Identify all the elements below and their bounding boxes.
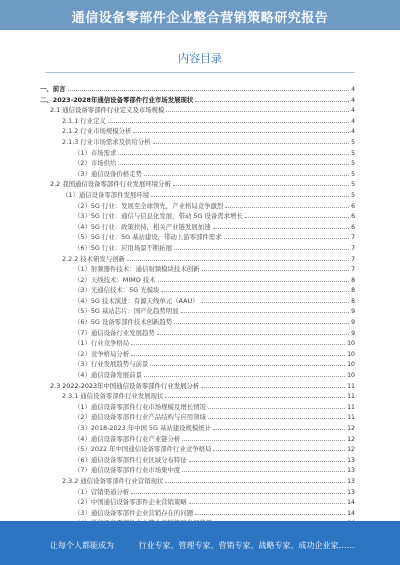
toc-entry-text: （3）通信设备价格走势: [74, 169, 142, 178]
toc-page-number: 4: [351, 96, 355, 104]
toc-leader-dots: [150, 359, 345, 366]
toc-entry-text: （7）通信设备行业发展趋势: [74, 328, 155, 337]
toc-entry-text: （3）行业发展趋势与前景: [74, 360, 149, 369]
toc-leader-dots: [144, 169, 349, 176]
toc-entry[interactable]: [40, 126, 355, 137]
toc-leader-dots: [213, 444, 345, 451]
toc-page-number: 11: [347, 403, 355, 411]
toc-leader-dots: [68, 84, 350, 91]
toc-page-number: 10: [347, 372, 355, 380]
toc-leader-dots: [144, 370, 345, 377]
toc-entry-text: （1）行业竞争格局: [74, 339, 130, 348]
toc-leader-dots: [174, 243, 349, 250]
toc-entry-text: （2）通信设备零部件行业产品结构与应用领域: [74, 413, 206, 422]
toc-entry-text: （2）中国通信设备零部件企业营销策略: [74, 498, 187, 507]
toc-entry[interactable]: [40, 328, 355, 339]
toc-entry[interactable]: [40, 243, 355, 254]
toc-entry[interactable]: [40, 359, 355, 370]
toc-page-number: 13: [347, 456, 355, 464]
toc-entry[interactable]: [40, 148, 355, 159]
toc-leader-dots: [161, 285, 349, 292]
toc-page-number: 13: [347, 467, 355, 475]
toc-leader-dots: [195, 508, 345, 515]
toc-entry-text: （4）通信设备零部件行业产业链分析: [74, 434, 181, 443]
toc-entry-text: （2）天线技术：MIMO 技术: [74, 275, 156, 284]
toc-entry[interactable]: [40, 179, 355, 190]
toc-entry-text: 2.1.1 行业定义: [62, 116, 106, 125]
toc-leader-dots: [131, 349, 345, 356]
toc-page-number: 6: [351, 213, 355, 221]
toc-leader-dots: [202, 264, 350, 271]
toc-leader-dots: [166, 105, 349, 112]
toc-entry[interactable]: [40, 317, 355, 328]
toc-entry-text: （1）通信设备零部件行业市场规模及增长情况: [74, 402, 206, 411]
toc-heading: 内容目录: [178, 52, 222, 65]
toc-entry[interactable]: [40, 137, 355, 148]
toc-page-number: 5: [351, 181, 355, 189]
toc-leader-dots: [189, 455, 345, 462]
toc-leader-dots: [213, 423, 345, 430]
toc-page-number: 13: [347, 488, 355, 496]
toc-page-number: 8: [351, 297, 355, 305]
toc-page-number: 6: [351, 223, 355, 231]
toc-entry[interactable]: [40, 296, 355, 307]
footer-text: [50, 540, 380, 551]
toc-page-number: 10: [347, 361, 355, 369]
toc-entry-text: （1）营销渠道分析: [74, 487, 130, 496]
toc-entry[interactable]: [40, 476, 355, 487]
toc-leader-dots: [208, 402, 345, 409]
toc-entry[interactable]: [40, 254, 355, 265]
toc-entry[interactable]: [40, 84, 355, 95]
toc-page-number: 9: [351, 308, 355, 316]
toc-entry-text: （6）5G 设备零部件技术创新趋势: [74, 318, 173, 327]
toc-entry[interactable]: [40, 381, 355, 392]
toc-page-number: 13: [347, 477, 355, 485]
toc-page-number: 5: [351, 191, 355, 199]
toc-entry-text: 2.1.2 行业市场规模分析: [62, 127, 132, 136]
toc-divider: [45, 72, 355, 73]
toc-leader-dots: [118, 148, 349, 155]
toc-entry-text: （1）通信设备零部件发展环境: [62, 190, 150, 199]
toc-entry[interactable]: [40, 232, 355, 243]
toc-page-number: 14: [347, 499, 355, 507]
toc-page-number: 8: [351, 287, 355, 295]
toc-entry[interactable]: [40, 465, 355, 476]
toc-entry[interactable]: [40, 264, 355, 275]
toc-page-number: 7: [351, 244, 355, 252]
toc-entry[interactable]: [40, 402, 355, 413]
toc-leader-dots: [181, 306, 349, 313]
toc-entry[interactable]: [40, 169, 355, 180]
toc-entry-text: （5）5G 行业：5G 基站建设，带动上游零部件需求: [74, 233, 222, 242]
report-title: 通信设备零部件企业整合营销策略研究报告: [71, 11, 329, 26]
toc-entry-text: 二、2023-2028年通信设备零部件行业市场发展现状: [40, 95, 194, 104]
toc-entry[interactable]: [40, 105, 355, 116]
toc-leader-dots: [165, 391, 345, 398]
toc-leader-dots: [108, 116, 349, 123]
toc-leader-dots: [157, 328, 349, 335]
toc-entry[interactable]: [40, 508, 355, 519]
toc-entry-text: 2.1 通信设备零部件行业定义及市场规模: [50, 106, 165, 115]
toc-page-number: 7: [351, 234, 355, 242]
toc-entry-text: （6）通信设备零部件行业区域分布特征: [74, 455, 187, 464]
toc-page-number: 9: [351, 319, 355, 327]
toc-page-number: 4: [351, 117, 355, 125]
toc-entry-text: 2.3.1 通信设备零部件行业发展现状: [62, 392, 164, 401]
toc-page-number: 5: [351, 138, 355, 146]
toc-leader-dots: [158, 275, 350, 282]
toc-leader-dots: [127, 254, 349, 261]
toc-page-number: 10: [347, 340, 355, 348]
toc-entry[interactable]: [40, 455, 355, 466]
toc-page-number: 7: [351, 266, 355, 274]
toc-entry[interactable]: [40, 338, 355, 349]
toc-page-number: 11: [347, 393, 355, 401]
toc-page-number: 10: [347, 350, 355, 358]
toc-leader-dots: [224, 232, 349, 239]
toc-entry-text: （3）2018-2023 年中国 5G 基站建设规模统计: [74, 424, 212, 432]
toc-leader-dots: [118, 158, 349, 165]
toc-page-number: 4: [351, 128, 355, 136]
toc-page-number: 11: [347, 382, 355, 390]
toc-page-number: 5: [351, 170, 355, 178]
toc-leader-dots: [201, 296, 349, 303]
toc-page-number: 14: [347, 509, 355, 517]
toc-entry[interactable]: [40, 412, 355, 423]
toc-entry-text: （3）5G 行业：通信与信息化发展，带动 5G 设备需求增长: [74, 212, 243, 221]
toc-leader-dots: [151, 190, 349, 197]
toc-entry[interactable]: [40, 497, 355, 508]
footer-slogan: 让每个人都能成为: [50, 541, 114, 550]
toc-leader-dots: [133, 126, 349, 133]
toc-entry[interactable]: [40, 285, 355, 296]
toc-leader-dots: [174, 317, 349, 324]
toc-leader-dots: [189, 497, 345, 504]
toc-leader-dots: [131, 338, 345, 345]
toc-leader-dots: [131, 487, 345, 494]
toc-entry-text: （3）通信设备零部件企业营销存在的问题: [74, 508, 194, 517]
toc-entry-text: （1）射频器件技术：通信射频模块技术创新: [74, 265, 200, 274]
toc-entry-text: （6）5G 行业：应用场景不断拓展: [74, 243, 173, 252]
toc-entry-text: 2.1.3 行业市场需求及供给分析: [62, 137, 151, 146]
toc-page-number: 5: [351, 160, 355, 168]
toc-entry[interactable]: [40, 487, 355, 498]
toc-leader-dots: [213, 222, 350, 229]
toc-entry-text: （7）通信设备零部件行业市场集中度: [74, 466, 181, 475]
footer-roles: 行业专家、管理专家、营销专家、战略专家、成功企业家……: [138, 541, 355, 550]
toc-entry[interactable]: [40, 211, 355, 222]
toc-page-number: 12: [347, 446, 355, 454]
toc-leader-dots: [173, 179, 349, 186]
toc-entry-text: （4）通信设备发展前景: [74, 371, 142, 380]
toc-entry[interactable]: [40, 444, 355, 455]
toc-page-number: 5: [351, 149, 355, 157]
toc-entry[interactable]: [40, 306, 355, 317]
toc-page-number: 12: [347, 425, 355, 432]
toc-page-number: 4: [351, 107, 355, 115]
toc-entry[interactable]: [40, 190, 355, 201]
toc-entry-text: （5）2022 年中国通信设备零部件行业竞争格局: [74, 445, 212, 454]
toc-entry[interactable]: [40, 349, 355, 360]
toc-page-number: 9: [351, 329, 355, 337]
toc-entry[interactable]: [40, 391, 355, 402]
toc-entry[interactable]: [40, 370, 355, 381]
toc-entry[interactable]: [40, 222, 355, 233]
table-of-contents: [40, 84, 355, 529]
toc-page-number: 8: [351, 276, 355, 284]
toc-leader-dots: [201, 381, 345, 388]
toc-leader-dots: [182, 465, 345, 472]
toc-entry[interactable]: [40, 201, 355, 212]
toc-leader-dots: [182, 434, 345, 441]
toc-leader-dots: [225, 201, 349, 208]
toc-page-number: 7: [351, 255, 355, 263]
toc-entry-text: （1）市场需求: [74, 148, 117, 157]
toc-entry[interactable]: [40, 423, 355, 434]
toc-entry-text: 一、前言: [40, 85, 66, 93]
toc-entry-text: （4）5G 行业：政策扶持，相关产业链发展加速: [74, 222, 211, 231]
toc-entry[interactable]: [40, 434, 355, 445]
toc-entry-text: 2.3.2 通信设备零部件行业营销现状: [62, 476, 164, 485]
toc-entry-text: （2）5G 行业：发展至全球领先，产业格局竞争激烈: [74, 201, 224, 210]
toc-entry-text: （5）5G 基站芯片：国产化趋势明显: [74, 307, 179, 316]
toc-leader-dots: [165, 476, 345, 483]
toc-leader-dots: [195, 95, 349, 102]
toc-leader-dots: [245, 211, 349, 218]
toc-leader-dots: [208, 412, 345, 419]
toc-entry-text: （4）5G 技术演进：有源天线单元（AAU）: [74, 296, 199, 305]
toc-entry-text: （2）竞争格局分析: [74, 349, 130, 358]
toc-entry-text: 2.3 2022-2023年中国通信设备零部件行业发展分析: [50, 381, 200, 390]
toc-page-number: 6: [351, 202, 355, 210]
toc-entry[interactable]: [40, 158, 355, 169]
toc-entry[interactable]: [40, 275, 355, 286]
toc-entry[interactable]: [40, 95, 355, 106]
toc-leader-dots: [153, 137, 349, 144]
toc-page-number: 4: [351, 86, 355, 93]
toc-page-number: 12: [347, 435, 355, 443]
toc-entry-text: 2.2 我国通信设备零部件行业发展环境分析: [50, 180, 171, 189]
toc-entry[interactable]: [40, 116, 355, 127]
toc-entry-text: （2）市场供给: [74, 159, 117, 168]
toc-page-number: 11: [347, 414, 355, 422]
toc-entry-text: （3）光通信技术：5G 光模块: [74, 286, 160, 295]
toc-entry-text: 2.2.2 技术研发与创新: [62, 254, 126, 263]
